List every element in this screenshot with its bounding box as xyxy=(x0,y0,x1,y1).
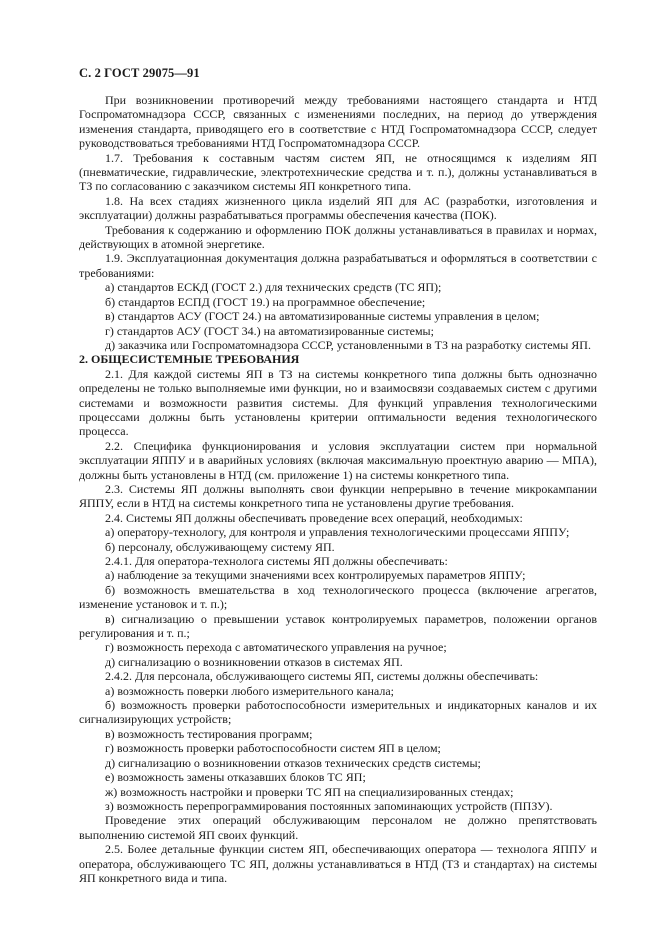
paragraph: Требования к содержанию и оформлению ПОК должны устанавливаться в правилах и нормах, действующих в атомной энергетике. xyxy=(79,222,597,252)
paragraph: 2.4.2. Для персонала, обслуживающего системы ЯП, системы должны обеспечивать: xyxy=(105,669,539,684)
list-item: в) сигнализацию о превышении уставок контролируемых параметров, положении органов регулирования и т. п.; xyxy=(79,611,597,641)
list-item: д) сигнализацию о возникновении отказов технических средств системы; xyxy=(105,755,481,770)
list-item: б) стандартов ЕСПД (ГОСТ 19.) на программное обеспечение; xyxy=(105,294,426,309)
list-item: б) возможность вмешательства в ход технологического процесса (включение агрегатов, изменение установок и т. п.); xyxy=(79,582,597,612)
list-item: г) возможность перехода с автоматического управления на ручное; xyxy=(105,640,447,655)
paragraph: 2.5. Более детальные функции систем ЯП, обеспечивающих оператора — технолога ЯППУ и оператора, обслуживающего ТС ЯП, должны устанавливаться в НТД (ТЗ и стандартах) на системы ЯП конкретного вида и типа. xyxy=(79,842,597,885)
list-item: в) возможность тестирования программ; xyxy=(105,726,313,741)
list-item: а) возможность поверки любого измерительного канала; xyxy=(105,683,394,698)
page-header: С. 2 ГОСТ 29075—91 xyxy=(79,66,200,80)
list-item: б) персоналу, обслуживающему систему ЯП. xyxy=(105,539,335,554)
list-item: а) наблюдение за текущими значениями всех контролируемых параметров ЯППУ; xyxy=(105,568,526,583)
paragraph: 2.2. Специфика функционирования и условия эксплуатации систем при нормальной эксплуатации ЯППУ и в аварийных условиях (включая максимальную проектную аварию — МПА), должны быть установлены в НТД (см. приложение 1) на системы конкретного типа. xyxy=(79,438,597,482)
list-item: а) стандартов ЕСКД (ГОСТ 2.) для технических средств (ТС ЯП); xyxy=(105,280,442,295)
list-item: з) возможность перепрограммирования постоянных запоминающих устройств (ППЗУ). xyxy=(105,798,553,813)
list-item: ж) возможность настройки и проверки ТС ЯП на специализированных стендах; xyxy=(105,784,514,799)
list-item: г) стандартов АСУ (ГОСТ 34.) на автоматизированные системы; xyxy=(105,323,434,338)
section-title: 2. ОБЩЕСИСТЕМНЫЕ ТРЕБОВАНИЯ xyxy=(79,352,300,367)
paragraph: 2.3. Системы ЯП должны выполнять свои функции непрерывно в течение микрокампании ЯППУ, если в НТД на системы конкретного типа не установлены другие требования. xyxy=(79,481,597,511)
list-item: г) возможность проверки работоспособности систем ЯП в целом; xyxy=(105,741,441,756)
paragraph: 2.1. Для каждой системы ЯП в ТЗ на системы конкретного типа должны быть однозначно определены не только выполняемые ими функции, но и взаимосвязи создаваемых систем с другими системами и возможности развития системы. Для функций управления технологическими процессами должны быть установлены критерии оптимальности ведения технологического процесса. xyxy=(79,366,597,439)
list-item: д) сигнализацию о возникновении отказов в системах ЯП. xyxy=(105,654,403,669)
paragraph: 2.4. Системы ЯП должны обеспечивать проведение всех операций, необходимых: xyxy=(105,510,523,525)
paragraph: 2.4.1. Для оператора-технолога системы ЯП должны обеспечивать: xyxy=(105,554,448,568)
paragraph: 1.9. Эксплуатационная документация должна разрабатываться и оформляться в соответствии с требованиями: xyxy=(79,251,597,280)
list-item: б) возможность проверки работоспособности измерительных и индикаторных каналов и их сигнализирующих устройств; xyxy=(79,698,597,727)
paragraph: Проведение этих операций обслуживающим персоналом не должно препятствовать выполнению системой ЯП своих функций. xyxy=(79,813,597,842)
list-item: д) заказчика или Госпроматомнадзора СССР, установленными в ТЗ на разработку системы ЯП. xyxy=(105,337,591,352)
list-item: е) возможность замены отказавших блоков ТС ЯП; xyxy=(105,770,366,785)
list-item: в) стандартов АСУ (ГОСТ 24.) на автоматизированные системы управления в целом; xyxy=(105,309,540,324)
paragraph: При возникновении противоречий между требованиями настоящего стандарта и НТД Госпроматомнадзора СССР, связанных с изменениями последних, на период до утверждения изменения стандарта, приводящего его в соответствие с НТД Госпроматомнадзора СССР, следует руководствоваться требованиями НТД Госпроматомнадзора СССР. xyxy=(79,93,597,151)
page-body xyxy=(79,93,597,885)
list-item: а) оператору-технологу, для контроля и управления технологическими процессами ЯППУ; xyxy=(105,525,570,540)
paragraph: 1.8. На всех стадиях жизненного цикла изделий ЯП для АС (разработки, изготовления и эксплуатации) должны разрабатываться программы обеспечения качества (ПОК). xyxy=(79,193,597,223)
paragraph: 1.7. Требования к составным частям систем ЯП, не относящимся к изделиям ЯП (пневматические, гидравлические, электротехнические средства и т. п.), должны устанавливаться в ТЗ по согласованию с заказчиком системы ЯП конкретного типа. xyxy=(79,150,597,194)
